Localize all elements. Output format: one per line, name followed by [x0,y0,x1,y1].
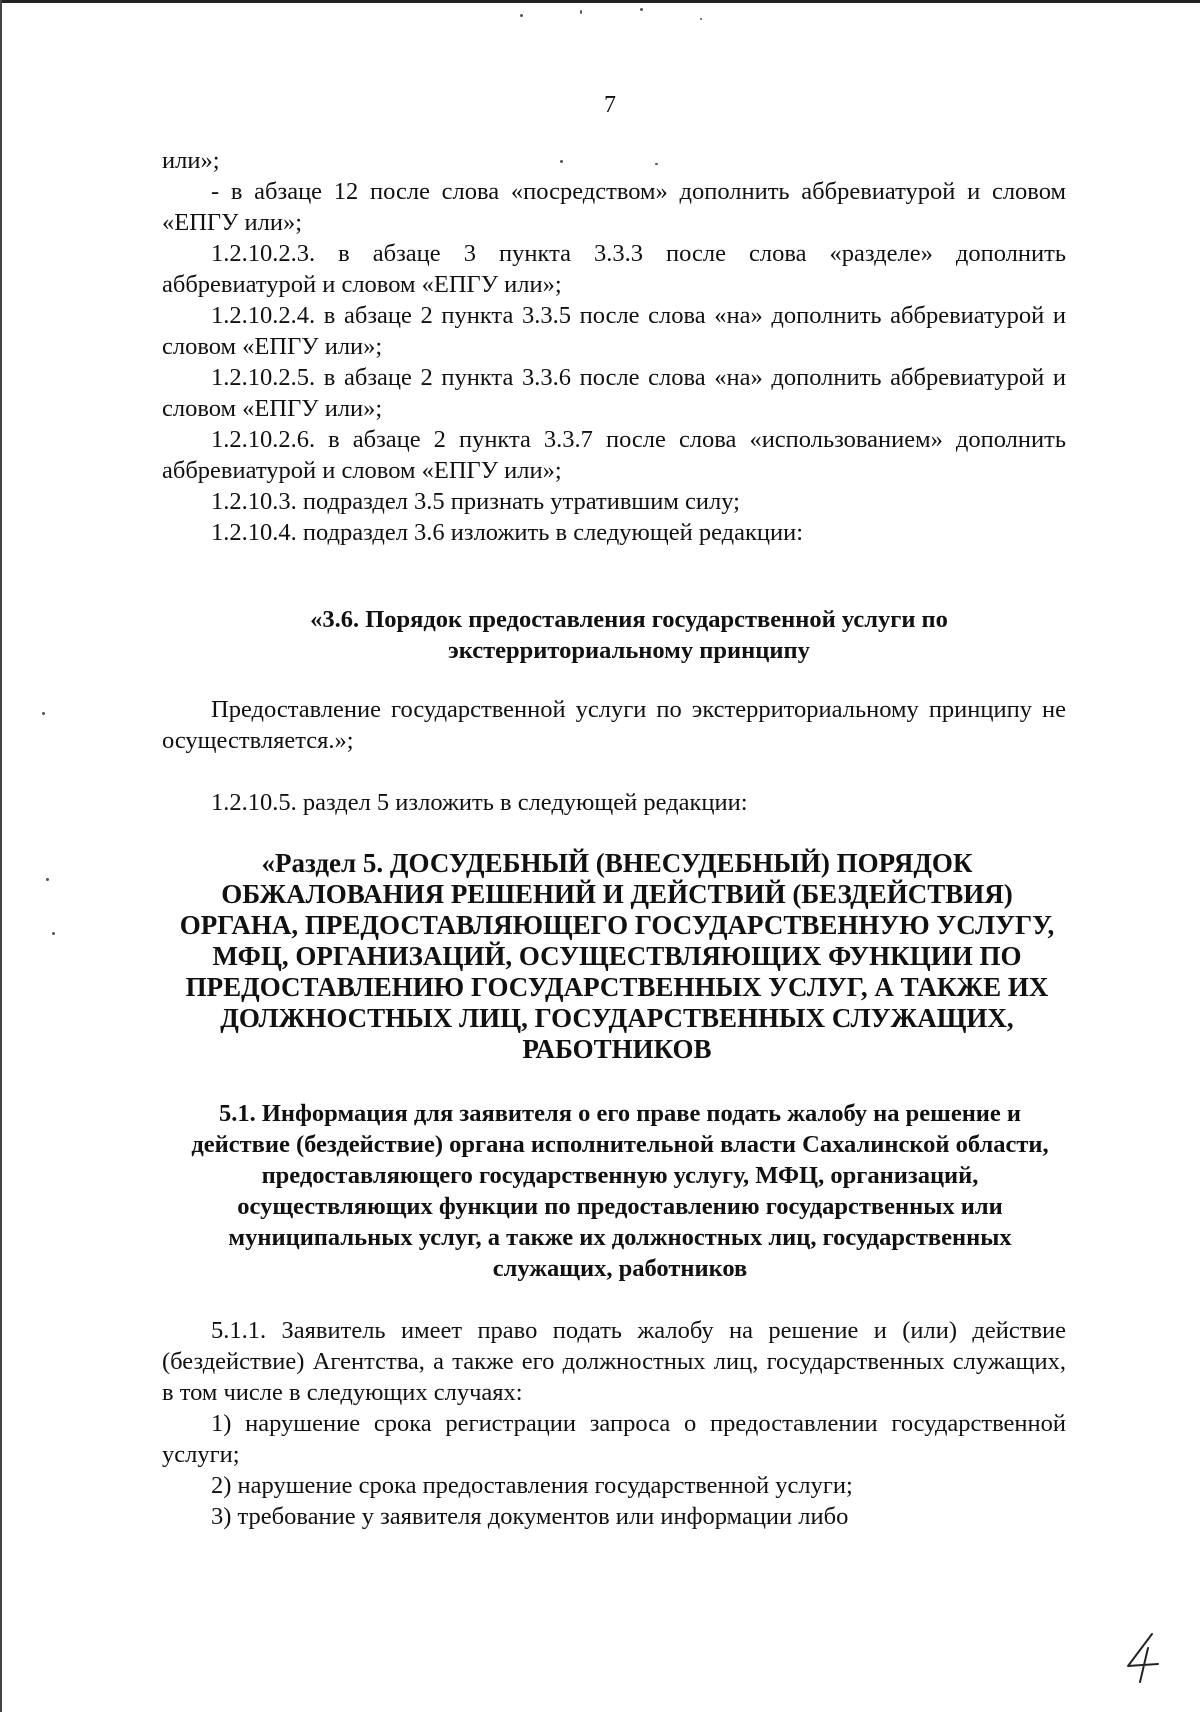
paragraph: 1) нарушение срока регистрации запроса о предоставлении государственной услуги; [162,1410,1066,1468]
paragraph: - в абзаце 12 после слова «посредством» дополнить аббревиатурой и словом «ЕПГУ или»; [162,178,1066,236]
scan-top-border [0,0,1200,3]
paragraph: 1.2.10.2.6. в абзаце 2 пункта 3.3.7 после слова «использованием» дополнить аббревиатурой и словом «ЕПГУ или»; [162,426,1066,484]
scan-speck [46,878,49,881]
paragraph: Предоставление государственной услуги по экстерриториальному принципу не осуществляется.»; [162,696,1066,754]
scan-speck [520,14,523,17]
page-number: 7 [604,92,616,118]
paragraph: или»; [162,147,220,174]
scan-left-border [0,0,2,1712]
scan-speck [700,18,702,20]
section-heading-3-6: «3.6. Порядок предоставления государственной услуги по экстерриториальному принципу [310,606,948,664]
scan-speck [42,712,45,715]
paragraph: 1.2.10.4. подраздел 3.6 изложить в следующей редакции: [211,519,804,546]
section-heading-5-1: 5.1. Информация для заявителя о его праве подать жалобу на решение и действие (бездействие) органа исполнительной власти Сахалинской области, предоставляющего государственную услугу, МФЦ, организаций, осуществляющих функции по предоставлению государственных или муниципальных услуг, а также их должностных лиц, государственных служащих, работников [191,1100,1049,1282]
scan-speck [640,8,643,11]
paragraph: 1.2.10.3. подраздел 3.5 признать утратившим силу; [211,488,740,515]
handwritten-page-mark-icon [1122,1632,1162,1684]
paragraph: 1.2.10.5. раздел 5 изложить в следующей редакции: [211,789,748,816]
section-heading-5: «Раздел 5. ДОСУДЕБНЫЙ (ВНЕСУДЕБНЫЙ) ПОРЯДОК ОБЖАЛОВАНИЯ РЕШЕНИЙ И ДЕЙСТВИЙ (БЕЗДЕЙСТВИЯ) ОРГАНА, ПРЕДОСТАВЛЯЮЩЕГО ГОСУДАРСТВЕННУЮ УСЛУГУ, МФЦ, ОРГАНИЗАЦИЙ, ОСУЩЕСТВЛЯЮЩИХ ФУНКЦИИ ПО ПРЕДОСТАВЛЕНИЮ ГОСУДАРСТВЕННЫХ УСЛУГ, А ТАКЖЕ ИХ ДОЛЖНОСТНЫХ ЛИЦ, ГОСУДАРСТВЕННЫХ СЛУЖАЩИХ, РАБОТНИКОВ [179,848,1055,1064]
paragraph: 1.2.10.2.3. в абзаце 3 пункта 3.3.3 после слова «разделе» дополнить аббревиатурой и словом «ЕПГУ или»; [162,240,1066,298]
paragraph: 1.2.10.2.4. в абзаце 2 пункта 3.3.5 после слова «на» дополнить аббревиатурой и словом «ЕПГУ или»; [162,302,1066,360]
paragraph: 5.1.1. Заявитель имеет право подать жалобу на решение и (или) действие (бездействие) Агентства, а также его должностных лиц, государственных служащих, в том числе в следующих случаях: [162,1317,1066,1406]
paragraph: 2) нарушение срока предоставления государственной услуги; [211,1472,853,1499]
scan-speck [580,10,582,14]
scan-speck [52,932,55,935]
paragraph: 3) требование у заявителя документов или информации либо [211,1503,849,1530]
document-body [162,145,1066,1532]
paragraph: 1.2.10.2.5. в абзаце 2 пункта 3.3.6 после слова «на» дополнить аббревиатурой и словом «ЕПГУ или»; [162,364,1066,422]
